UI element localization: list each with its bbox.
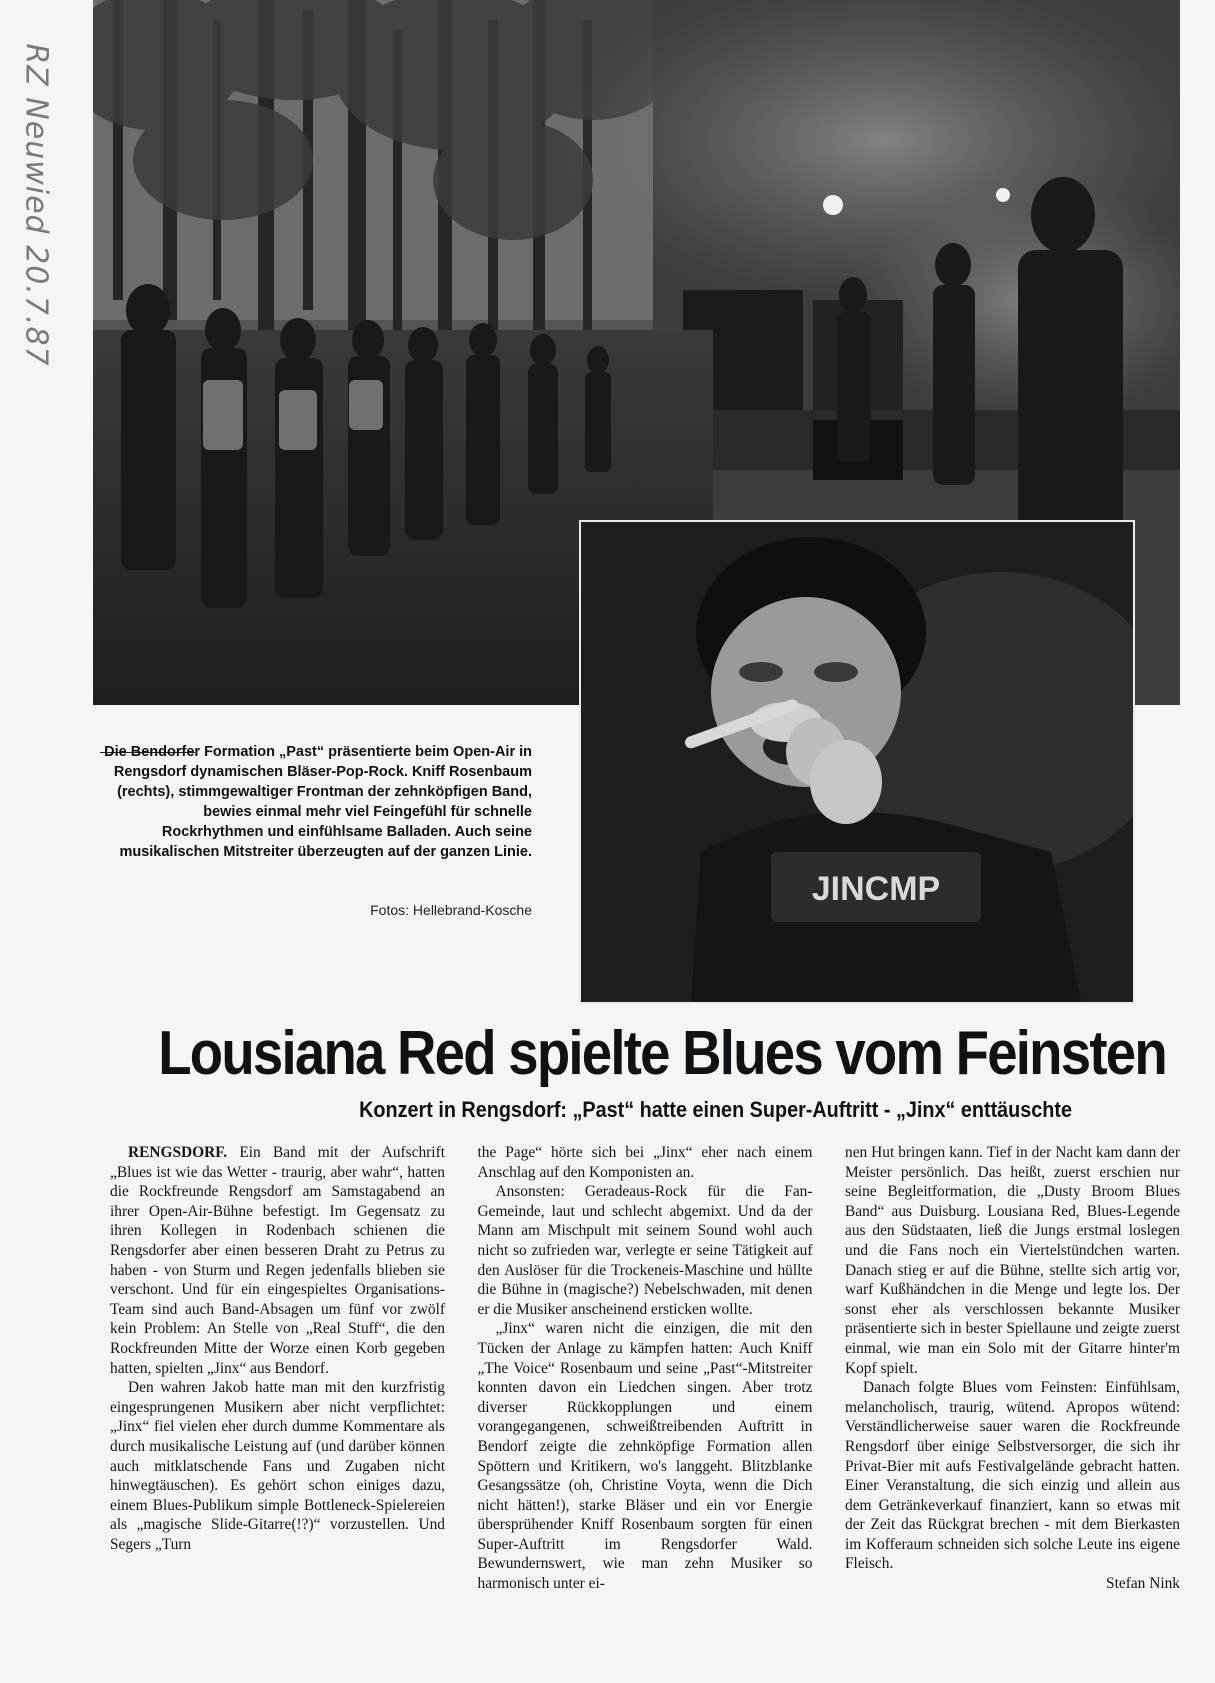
paragraph: the Page“ hörte sich bei „Jinx“ eher nach einem Anschlag auf den Komponisten an. bbox=[477, 1144, 813, 1181]
article-subheadline: Konzert in Rengsdorf: „Past“ hatte einen Super-Auftritt - „Jinx“ enttäuschte bbox=[359, 1097, 1072, 1122]
article-body bbox=[110, 1143, 1180, 1663]
paragraph-text: Ein Band mit der Aufschrift „Blues ist wie das Wetter - traurig, aber wahr“, hatten die Rockfreunde Rengsdorf am Samstagabend an ihrer Open-Air-Bühne befestigt. Im Gegensatz zu ihren Kollegen in Rodenbach schienen die Rengsdorfer aber einen besseren Draht zu Petrus zu haben - von Sturm und Regen jedenfalls blieben sie verschont. Und für ein eingespieltes Organisations-Team sind auch Band-Absagen um fünf vor zwölf kein Problem: An Stelle von „Real Stuff“, die den Rockfreunden Mitte der Worze einen Korb gegeben hatten, spielten „Jinx“ aus Bendorf. bbox=[110, 1144, 445, 1377]
article-column-3 bbox=[845, 1143, 1180, 1663]
article-headline: Lousiana Red spielte Blues vom Feinsten bbox=[158, 1019, 1166, 1088]
photo-caption: Die Bendorfer Formation „Past“ präsentierte beim Open-Air in Rengsdorf dynamischen Bläser-Pop-Rock. Kniff Rosenbaum (rechts), stimmgewaltiger Frontman der zehnköpfigen Band, bewies einmal mehr viel Feingefühl für schnelle Rockrhythmen und einfühlsame Balladen. Auch seine musikalischen Mitstreiter überzeugten auf der ganzen Linie. bbox=[104, 744, 532, 860]
handwritten-annotation bbox=[6, 40, 66, 370]
photo-credit: Fotos: Hellebrand-Kosche bbox=[370, 902, 532, 918]
paragraph: Den wahren Jakob hatte man mit den kurzfristig eingesprungenen Musikern aber nicht verpflichtet: „Jinx“ fiel vielen eher durch dumme Kommentare als durch musikalische Leistung auf (und darüber können auch mitklatschende Fans und Zugaben nicht hinwegtäuschen). Es gehört schon einiges dazu, einem Blues-Publikum simple Bottleneck-Spielereien als „magische Slide-Gitarre(!?)“ vorzustellen. Und Segers „Turn bbox=[110, 1379, 445, 1553]
paragraph: „Jinx“ waren nicht die einzigen, die mit den Tücken der Anlage zu kämpfen hatten: Auch Kniff „The Voice“ Rosenbaum und seine „Past“-Mitstreiter konnten davon ein Liedchen singen. Aber trotz diverser Rückkopplungen und einem vorangegangenen, schweißtreibenden Auftritt in Bendorf zeigte die zehnköpfige Formation allen Spöttern und Kritikern, wo's langgeht. Blitzblanke Gesangssätze (oh, Christine Voyta, wenn die Dich nicht hätten!), starke Bläser und ein vor Energie übersprühender Kniff Rosenbaum sorgten für einen Super-Auftritt im Rengsdorfer Wald. Bewundernswert, wie man zehn Musiker so harmonisch unter ei- bbox=[477, 1320, 813, 1593]
article-column-1 bbox=[110, 1143, 445, 1663]
paragraph: Ansonsten: Geradeaus-Rock für die Fan-Gemeinde, laut und schlecht abgemixt. Und da der Mann am Mischpult mit seinem Sound wohl auch nicht so zufrieden war, verlegte er seine Tätigkeit auf den Auslöser für die Trockeneis-Maschine und hüllte die Bühne in (magische?) Nebelschwaden, mit denen er die Musiker anscheinend ersticken wollte. bbox=[477, 1183, 813, 1318]
paragraph bbox=[110, 1143, 445, 1378]
singer-with-microphone-photo-icon bbox=[581, 522, 1133, 1002]
handwritten-note: RZ Neuwied 20.7.87 bbox=[18, 43, 54, 367]
paragraph: nen Hut bringen kann. Tief in der Nacht kam dann der Meister persönlich. Das heißt, zuerst erschien nur seine Begleitformation, die „Dusty Broom Blues Band“ aus Duisburg. Lousiana Red, Blues-Legende aus den Südstaaten, ließ die Jungs erstmal loslegen und die Fans noch ein Viertelstündchen warten. Danach stieg er auf die Bühne, stellte sich artig vor, warf Kußhändchen in die Menge und legte los. Der sonst eher als verschlossen bekannte Musiker präsentierte sich in bester Spiellaune und zeigte zuerst einmal, wie man ein Solo mit der Gitarre hinter'm Kopf spielt. bbox=[845, 1144, 1180, 1377]
paragraph: Danach folgte Blues vom Feinsten: Einfühlsam, melancholisch, traurig, wütend. Apropos wütend: Verständlicherweise sauer waren die Rockfreunde Rengsdorf über einige Selbstversorger, die sich ihr Privat-Bier mit aufs Festivalgelände gebracht hatten. Einer Veranstaltung, die sich einzig und allein aus dem Getränkeverkauf finanziert, kann so etwas mit der Zeit das Rückgrat brechen - mit dem Bierkasten im Kofferaum schneiden sich solche Leute ins eigene Fleisch. bbox=[845, 1379, 1180, 1573]
shirt-print: JINCMP bbox=[811, 870, 941, 908]
dateline: RENGSDORF. bbox=[128, 1144, 228, 1161]
article-column-2 bbox=[478, 1143, 813, 1663]
singer-photo bbox=[579, 520, 1135, 1004]
author-byline: Stefan Nink bbox=[1106, 1575, 1180, 1593]
